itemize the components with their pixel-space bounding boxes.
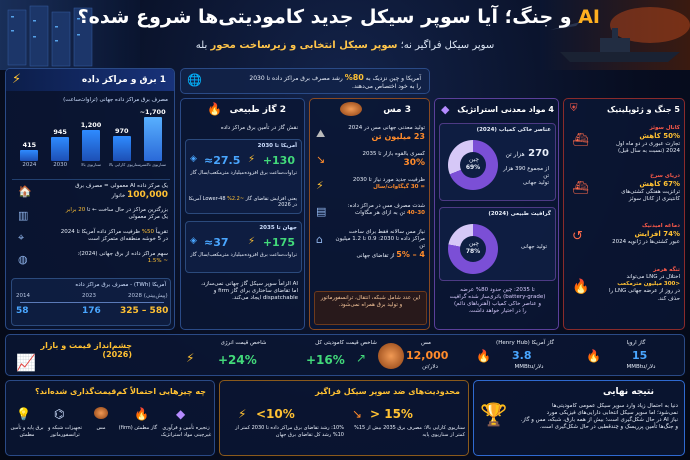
gas-note-c: dispatchable ایجاد می‌کند. <box>232 295 298 302</box>
gas-drop-icon-2: ◈ <box>190 236 197 246</box>
copper-r5-b: مراکز داده تا 2030: 0.9 تا 1.2 میلیون تن <box>335 236 425 250</box>
us-note-a: یعنی افزایش تقاضای گاز <box>245 196 297 202</box>
p4-unit: دلار/MMBtu <box>514 364 544 370</box>
section-copper <box>309 98 430 330</box>
route-icon: ↺ <box>572 229 583 244</box>
ore-icon: ⛰ <box>316 127 326 140</box>
copper-r1 <box>345 125 425 143</box>
fact1-c: خانوار <box>111 193 126 200</box>
war-item-3 <box>612 223 680 246</box>
bar-3 <box>113 136 131 161</box>
p2-label: شاخص قیمت کامودیتی کل <box>315 340 377 346</box>
copper-foot-a: این عدد شامل شبکه، انتقال، ترانسفورماتور <box>320 295 421 301</box>
title-ai: AI <box>578 6 600 28</box>
copper-r2 <box>345 151 425 170</box>
us-growth-title: آمریکا (TWh) - مصرف برق مراکز داده <box>75 282 166 288</box>
lightning-icon: ⚡ <box>12 72 22 87</box>
copper-r1-b: 23 میلیون تن <box>371 132 425 142</box>
p5-unit: دلار/MMBtu <box>626 364 656 370</box>
fact1-a: یک مرکز داده AI معمولی = مصرف برق <box>75 183 168 189</box>
conclusion-title: نتیجه نهایی <box>603 387 654 397</box>
title-rest: و جنگ؛ آیا سوپر سیکل جدید کامودیتی‌ها شروع شده؟ <box>77 6 572 28</box>
server-icon: ▤ <box>316 205 327 218</box>
gas-role: نقش گاز در تأمین برق مراکز داده <box>220 125 298 131</box>
rare-earth-sub: از مجموع 390 هزار تن <box>503 166 549 180</box>
gas-us-label: آمریکا تا 2030 <box>257 143 297 149</box>
bar-2 <box>82 130 100 161</box>
globe-icon: ◍ <box>18 253 28 266</box>
fact1-b: 100,000 <box>127 190 168 201</box>
p4-label: گاز آمریکا (Henry Hub) <box>496 340 554 346</box>
banner-pct: 80% <box>344 73 364 82</box>
war-i3-s: عبور کشتی‌ها در ژانویه 2024 <box>612 239 680 246</box>
gas-w-up-lbl: تراوات‌ساعت برق افزوده <box>244 252 297 258</box>
section-war-title: 5 جنگ و ژئوپلیتیک <box>606 105 680 114</box>
container-ship-icon: ⛴ <box>572 181 589 196</box>
p2-value: +16% <box>306 353 345 367</box>
p1-value: +24% <box>218 353 257 367</box>
war-i4-s: در روز از عرضه جهانی LNG را حذف کند. <box>608 288 680 302</box>
copper-r2-a: کسری بالقوه بازار تا 2035 <box>362 151 425 157</box>
gas-w-gas: ≈37 <box>204 236 229 249</box>
war-i4-t: تنگه هرمز <box>653 267 680 273</box>
fact3-b: 50% <box>141 229 155 235</box>
gas-icon: 🔥 <box>134 407 149 421</box>
minerals-foot <box>439 287 556 316</box>
copper-r4-c: تن به ازای هر مگاوات <box>355 210 406 217</box>
section-electricity <box>5 68 175 330</box>
gas-us-card <box>185 139 302 214</box>
limit1-text: سناریوی کارایی بالا: مصرف برق 2035 بیش از 15% کمتر از سناریوی پایه <box>354 425 465 438</box>
section-copper-title: 3 مس <box>383 105 411 115</box>
conclusion-d: و جنگ‌ها تأمین پرریسک و چندقطبی در حال شکل‌گیری است. <box>539 424 678 431</box>
gas-note <box>185 281 298 302</box>
graphite-sub: تولید جهانی <box>520 244 547 250</box>
fire-icon: 🔥 <box>572 279 590 295</box>
gas-flame-icon-2: 🔥 <box>586 349 601 363</box>
gas-note-b: اما تقاضای ساختاری برای گاز firm و <box>213 288 298 295</box>
gas-us-up-lbl: تراوات‌ساعت برق افزوده <box>244 170 297 176</box>
conclusion-panel <box>473 380 685 456</box>
copper-icon <box>94 407 108 419</box>
arrow-down-icon: ↘ <box>352 407 363 421</box>
gas-w-up: +175 <box>262 236 295 249</box>
copper-r5 <box>330 229 425 261</box>
gas-w-gas-lbl: میلیارد مترمکعب/سال گاز <box>190 252 244 258</box>
building-icon: ▥ <box>18 209 29 222</box>
war-i4-v: اختلال در LNG می‌تواند <box>626 274 680 281</box>
bar-category-2: سناریوی بالا <box>81 162 101 167</box>
bar-0 <box>20 150 38 161</box>
gas-us-gas: ≈27.5 <box>204 154 241 167</box>
limits-title: محدودیت‌های ضد سوپر سیکل فراگیر <box>315 387 460 396</box>
section-gas <box>180 98 305 330</box>
us-note-c: Lower-48 آمریکا در 2026 <box>188 196 297 208</box>
p4-value: 3.8 <box>512 349 532 362</box>
minerals-foot-b: (battery-grade) باتری‌ساز شده گرافیت <box>449 294 546 301</box>
war-i3-v: 74% افزایش <box>634 230 680 239</box>
fact4-a: سهم مراکز داده از برق جهانی (2024): <box>77 251 168 257</box>
copper-price-icon <box>378 343 404 369</box>
copper-r5-d: از تقاضای جهانی <box>356 253 395 260</box>
fact4-b: ~ 1.5% <box>147 258 168 265</box>
underpriced-item-4: زنجیره تأمین و فرآوری غیرچینی مواد استراتژیک <box>160 425 212 438</box>
copper-r1-a: تولید معدنی جهانی مس در 2024 <box>348 125 425 131</box>
war-i1-s: تجارت عبوری در دو ماه اول 2024 (نسبت به سال قبل) <box>616 141 680 155</box>
us-note-b: ~2.2% <box>227 196 245 202</box>
bolt-icon-4: ⚡ <box>186 351 195 365</box>
p3-unit: دلار/تن <box>422 364 438 370</box>
minerals-foot-d: را در اختیار خواهد داشت. <box>468 308 527 315</box>
gas-note-a: AI الزاماً سوپر سیکل گاز جهانی نمی‌سازد، <box>201 281 298 287</box>
underpriced-item-1: تجهیزات شبکه و ترانسفورماتور <box>47 425 83 438</box>
gas-w-label: جهان تا 2035 <box>259 225 297 231</box>
banner-a: آمریکا و چین نزدیک به <box>365 75 421 82</box>
electricity-bar-chart <box>14 108 168 171</box>
chart-title: مصرف برق مراکز داده جهانی (تراوات‌ساعت) <box>63 97 168 103</box>
bolt-icon: ⚡ <box>247 154 255 165</box>
copper-foot-b: و تولید برق همراه نمی‌شود. <box>338 302 403 309</box>
war-i1-t: کانال سوئز <box>649 125 680 131</box>
us-china-banner <box>180 68 430 94</box>
bar-category-0: 2024 <box>22 162 37 168</box>
bar-category-1: 2030 <box>53 162 68 168</box>
copper-r4-a: شدت مصرف مس در مراکز داده: <box>347 203 425 209</box>
war-i2-t: دریای سرخ <box>650 173 680 179</box>
price-outlook-title: چشم‌انداز قیمت و بازار (2026) <box>40 341 132 359</box>
bolt-icon-3: ⚡ <box>316 179 324 192</box>
limit2-value: <10% <box>256 407 295 421</box>
fact-households <box>43 183 168 202</box>
underpriced-item-2: مس <box>96 425 106 431</box>
graphite-title: گرافیت طبیعی (2024) <box>488 211 551 217</box>
section-electricity-title: 1 برق و مراکز داده <box>81 75 166 85</box>
copper-r4 <box>330 203 425 217</box>
war-i2-s: ترانزیت هفتگی کشتی‌های کانتینری از کانال سوئز <box>621 189 680 203</box>
copper-coil-icon <box>340 102 362 116</box>
bar-value-1: 945 <box>53 127 67 136</box>
section-minerals-title: 4 مواد معدنی استراتژیک <box>457 105 554 114</box>
timeline-line <box>20 302 164 303</box>
conclusion-b: نمی‌شود؛ اما سوپر سیکل انتخابی دارایی‌های فیزیکی مورد <box>546 410 678 417</box>
copper-r3-b: = 30 گیگاوات/سال <box>373 184 425 191</box>
subtitle-a: سوپر سیکل فراگیر نه؛ <box>400 40 495 51</box>
gas-us-note <box>187 196 297 208</box>
us-growth-card <box>11 278 171 326</box>
growth-val-1: 176 <box>82 306 101 316</box>
limit2-text: 10%: رشد تقاضای برق مراکز داده تا 2030 کمتر از 10% رشد کل تقاضای برق جهان <box>235 425 344 438</box>
bar-1 <box>51 137 69 161</box>
bar-value-3: 970 <box>115 126 129 135</box>
house-icon: 🏠 <box>18 185 32 198</box>
p3-label: مس <box>421 340 431 346</box>
rare-earth-pct: 69% <box>465 164 481 171</box>
fact2-a: بزرگترین مراکز در حال ساخت ← تا <box>87 207 168 213</box>
copper-foot <box>314 291 427 325</box>
minerals-foot-c: و عناصر خاکی کمیاب (آهنرباهای دائم) <box>454 301 541 308</box>
gas-us-gas-lbl: میلیارد مترمکعب/سال گاز <box>190 170 244 176</box>
bulb-icon: 💡 <box>16 407 31 421</box>
fact-largest <box>43 207 168 221</box>
subtitle-c: بله <box>195 40 208 51</box>
gas-us-up: +130 <box>262 154 295 167</box>
subtitle-b: سوپر سیکل انتخابی و زیرساخت محور <box>210 40 398 51</box>
globe-network-icon: 🌐 <box>187 73 202 87</box>
section-minerals <box>434 98 559 330</box>
fact3-d: در 5 خوشه منطقه‌ای متمرکز است <box>88 236 168 243</box>
copper-r5-a: نیاز مس سالانه فقط برای ساخت <box>348 229 425 235</box>
copper-r5-c: 4 – 5% <box>396 250 425 260</box>
banner-c: را به خود اختصاص می‌دهند. <box>352 83 421 91</box>
bolt-icon-2: ⚡ <box>247 236 255 247</box>
growth-year-0: 2014 <box>16 293 30 299</box>
price-outlook <box>5 334 685 376</box>
p5-label: گاز اروپا <box>626 340 646 346</box>
fact-clusters <box>43 229 168 243</box>
war-item-1 <box>612 125 680 156</box>
shield-icon: ⛨ <box>570 103 578 114</box>
page-title <box>77 6 600 28</box>
gas-flame-icon: 🔥 <box>476 349 491 363</box>
war-i3-t: دماغه امیدنیک <box>642 223 680 229</box>
p5-value: 15 <box>632 349 648 362</box>
war-i1-v: 50% کاهش <box>639 132 680 141</box>
p3-value: 12,000 <box>406 349 449 362</box>
bar-category-3: سناریوی کارایی بالا <box>108 162 141 167</box>
crystal-icon: ◆ <box>441 103 450 116</box>
banner-b: رشد مصرف برق مراکز داده تا 2030 <box>249 75 343 82</box>
minerals-foot-a: تا 2035: چین حدود 80% عرضه <box>460 287 535 293</box>
conclusion-a: دنیا به احتمال زیاد وارد سوپر سیکل عمومی کامودیتی‌ها <box>551 403 678 409</box>
copper-r4-b: 30–40 <box>406 210 425 217</box>
fact2-c: یک مرکز معمولی <box>128 214 168 221</box>
copper-r2-b: 30% <box>403 158 425 169</box>
factory-icon: ⌂ <box>316 233 323 246</box>
graphite-card <box>439 207 556 281</box>
rare-earth-unit: هزار تن <box>505 151 525 158</box>
copper-r3-a: ظرفیت جدید مورد نیاز تا 2030 <box>352 177 425 183</box>
rare-earth-pie-label: چین <box>468 156 480 163</box>
ship-icon: ⛴ <box>572 133 589 148</box>
rare-earth-val: 270 <box>528 148 549 159</box>
underpriced-title: چه چیزهایی احتمالاً کم‌قیمت‌گذاری شده‌اند؟ <box>35 387 206 396</box>
growth-year-2: 2028 (پیش‌بینی) <box>128 293 168 299</box>
section-war <box>563 98 685 330</box>
growth-val-0: 58 <box>16 306 29 316</box>
trophy-icon: 🏆 <box>480 403 508 428</box>
war-item-4 <box>600 267 680 303</box>
war-item-2 <box>612 173 680 204</box>
rare-earth-title: عناصر خاکی کمیاب (2024) <box>476 127 551 133</box>
war-i4-v2: <300 میلیون مترمکعب <box>617 281 680 288</box>
bolt-icon-5: ⚡ <box>238 407 247 421</box>
bar-4 <box>144 117 162 161</box>
growth-val-2: 325 – 580 <box>120 306 169 316</box>
divider <box>12 179 170 180</box>
gas-drop-icon: ◈ <box>190 154 197 164</box>
banner-text <box>201 73 421 91</box>
page-subtitle <box>130 40 560 51</box>
rare-earth-card <box>439 123 556 201</box>
underpriced-item-3: گاز مطمئن (firm) <box>118 425 158 431</box>
fact2-b: 20 برابر <box>65 207 86 213</box>
mineral-icon: ◆ <box>176 407 186 421</box>
tower-icon: ⌬ <box>54 407 65 421</box>
section-gas-title: 2 گاز طبیعی <box>229 105 286 115</box>
fact3-a: تقریباً <box>155 229 168 235</box>
map-pin-icon: ⌖ <box>18 231 25 244</box>
growth-year-1: 2023 <box>82 293 96 299</box>
fact3-c: ظرفیت مراکز داده آمریکا تا 2024 <box>60 229 141 235</box>
bar-value-0: 415 <box>22 141 37 150</box>
gas-world-card <box>185 221 302 273</box>
conclusion-text <box>513 403 678 432</box>
bar-value-4: ~1,700 <box>139 108 166 116</box>
limits-panel <box>219 380 469 456</box>
underpriced-panel <box>5 380 215 456</box>
trend-up-icon: 📈 <box>16 353 36 372</box>
war-i2-v: 67% کاهش <box>639 180 680 189</box>
conclusion-c: نیاز AI در حال شکل‌گیری است؛ بیش از همه بارق، شبکه، مس و گاز. <box>520 417 678 424</box>
underpriced-item-0: برق پایه و تأمین مطمئن <box>10 425 44 438</box>
flame-icon: 🔥 <box>207 102 222 116</box>
graphite-pie-label: چین <box>468 240 480 247</box>
trend-down-icon: ↘ <box>316 153 326 166</box>
rare-earth-sub2: تولید جهانی <box>522 180 549 186</box>
graphite-pct: 78% <box>465 248 481 255</box>
rare-earth-value <box>505 148 549 159</box>
limit1-value: > 15% <box>370 407 413 421</box>
arrow-up-icon: ↗ <box>356 351 367 365</box>
bar-value-2: 1,200 <box>80 120 102 129</box>
copper-r3 <box>330 177 425 191</box>
p1-label: شاخص قیمت انرژی <box>220 340 267 346</box>
bar-category-4: سناریوی تاکسی <box>139 162 167 167</box>
fact-share <box>43 251 168 265</box>
